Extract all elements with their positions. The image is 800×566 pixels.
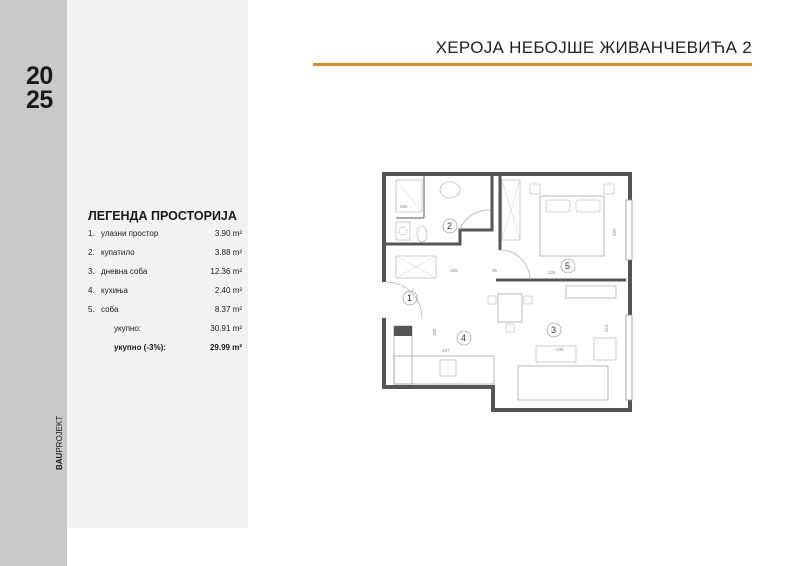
legend-row-name: улазни простор — [101, 229, 159, 238]
legend-row-num: 4. — [88, 286, 95, 295]
legend-row — [88, 286, 248, 305]
legend-row — [88, 248, 248, 267]
room-number-1: 1 — [407, 293, 413, 303]
legend-row — [88, 229, 248, 248]
room-number-3: 3 — [551, 325, 557, 335]
legend-total-reduced-value: 29.99 m² — [209, 343, 242, 352]
legend-total-reduced-label: укупно (-3%): — [114, 343, 166, 352]
legend-row-name: кухиња — [101, 286, 129, 295]
room-number-2: 2 — [447, 221, 453, 231]
year-label — [26, 64, 53, 112]
legend-total-reduced-row — [88, 343, 248, 362]
room-legend — [88, 209, 248, 362]
legend-row-name: дневна соба — [101, 267, 148, 276]
dimension-label: 256 — [400, 204, 408, 209]
year-top: 20 — [26, 62, 53, 90]
legend-row-num: 5. — [88, 305, 95, 314]
legend-row — [88, 267, 248, 286]
legend-total-value: 30.91 m² — [210, 324, 242, 333]
legend-row-area: 3.88 m² — [214, 248, 242, 257]
sidebar-strip — [0, 0, 67, 566]
dimension-label: 287 — [612, 228, 617, 236]
window — [626, 200, 632, 260]
room-number-4: 4 — [461, 333, 467, 343]
legend-row-area: 8.37 m² — [214, 305, 242, 314]
dimension-label: 267 — [442, 348, 450, 353]
legend-row-name: купатило — [101, 248, 135, 257]
floor-plan-drawing — [380, 170, 640, 415]
legend-row-area: 2.40 m² — [214, 286, 242, 295]
legend-row-name: соба — [101, 305, 119, 314]
dimension-label: 259 — [450, 268, 458, 273]
room-number-5: 5 — [565, 261, 571, 271]
dimension-label: 310 — [604, 324, 609, 332]
brand-prefix: BAU — [55, 452, 64, 470]
legend-row-num: 3. — [88, 267, 95, 276]
legend-row-area: 12.36 m² — [210, 267, 242, 276]
year-bottom: 25 — [26, 86, 53, 114]
legend-total-label: укупно: — [114, 324, 142, 333]
entrance-opening — [380, 282, 388, 318]
legend-title: ЛЕГЕНДА ПРОСТОРИЈА — [88, 209, 237, 223]
legend-row-num: 2. — [88, 248, 95, 257]
page-title: ХЕРОЈА НЕБОЈШЕ ЖИВАНЧЕВИЋА 2 — [435, 38, 752, 57]
dimension-label: 330 — [556, 347, 564, 352]
brand-logo-text — [54, 410, 66, 470]
dimension-label: 25 — [492, 268, 498, 273]
outer-wall — [384, 174, 630, 410]
floor-plan — [380, 170, 640, 415]
dimension-label: 305 — [432, 328, 437, 336]
kitchen-appliance — [394, 326, 412, 336]
legend-row — [88, 305, 248, 324]
brand-suffix: PROJEKT — [55, 415, 64, 453]
legend-row-num: 1. — [88, 229, 95, 238]
title-accent-bar — [313, 63, 752, 66]
legend-row-area: 3.90 m² — [214, 229, 242, 238]
dimension-label: 326 — [548, 270, 556, 275]
legend-total-row — [88, 324, 248, 343]
window — [626, 315, 632, 400]
